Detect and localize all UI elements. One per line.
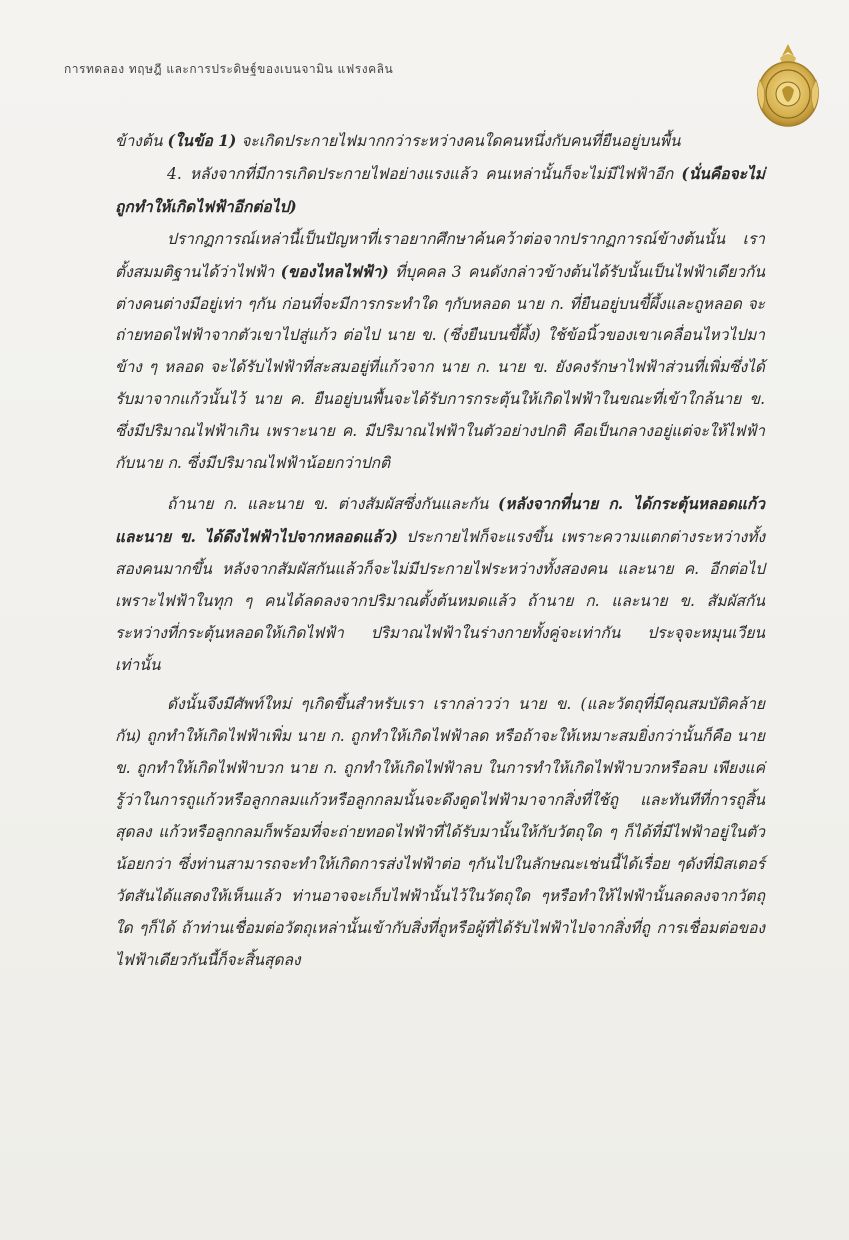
segment-text: ประกายไฟก็จะแรงขึ้น เพราะความแตกต่างระหว่างทั้งสองคนมากขึ้น หลังจากสัมผัสกันแล้วก็จะไม่มีประกายไฟระหว่างทั้งสองคน และนาย ค. อีกต่อไป เพราะไฟฟ้าในทุก ๆ คนได้ลดลงจากปริมาณตั้งต้นหมดแล้ว ถ้านาย ก. และนาย ข. สัมผัสกันระหว่างที่กระตุ้นหลอดให้เกิดไฟฟ้า ปริมาณไฟฟ้าในร่างกายทั้งคู่จะเท่ากัน ประจุจะหมุนเวียนเท่านั้น <box>115 527 766 674</box>
segment-text: 4. หลังจากที่มีการเกิดประกายไฟอย่างแรงแล้ว คนเหล่านั้นก็จะไม่มีไฟฟ้าอีก <box>167 164 682 183</box>
paragraph-4 <box>115 488 765 681</box>
segment-text: ถ้านาย ก. และนาย ข. ต่างสัมผัสซึ่งกันและกัน <box>167 494 498 513</box>
segment-text: ข้างต้น <box>115 132 168 150</box>
body-text <box>115 125 765 977</box>
running-header: การทดลอง ทฤษฎี และการประดิษฐ์ของเบนจามิน แฟรงคลิน <box>64 62 394 76</box>
segment-bold: (ในข้อ 1) <box>167 131 237 150</box>
royal-seal-icon <box>752 40 824 130</box>
segment-bold: (ของไหลไฟฟ้า) <box>280 261 389 281</box>
paragraph-5 <box>115 689 765 976</box>
segment-bold: (หลังจากที่นาย ก. ได้กระตุ้นหลอดแก้ว และนาย ข. ได้ดึงไฟฟ้าไปจากหลอดแล้ว) <box>115 493 765 546</box>
paragraph-1 <box>115 125 765 158</box>
segment-text: ดังนั้นจึงมีศัพท์ใหม่ ๆเกิดขึ้นสำหรับเรา เรากล่าวว่า นาย ข. (และวัตถุที่มีคุณสมบัติคล้ายกัน) ถูกทำให้เกิดไฟฟ้าเพิ่ม นาย ก. ถูกทำให้เกิดไฟฟ้าลด หรือถ้าจะให้เหมาะสมยิ่งกว่านั้นก็คือ นาย ข. ถูกทำให้เกิดไฟฟ้าบวก นาย ก. ถูกทำให้เกิดไฟฟ้าลบ ในการทำให้เกิดไฟฟ้าบวกหรือลบ เพียงแค่รู้ว่าในการถูแก้วหรือลูกกลมแก้วหรือลูกกลมนั้นจะดึงดูดไฟฟ้ามาจากสิ่งที่ใช้ถู และทันทีที่การถูสิ้นสุดลง แก้วหรือลูกกลมก็พร้อมที่จะถ่ายทอดไฟฟ้าที่ได้รับมานั้นให้กับวัตถุใด ๆ ก็ได้ที่มีไฟฟ้าอยู่ในตัวน้อยกว่า ซึ่งท่านสามารถจะทำให้เกิดการส่งไฟฟ้าต่อ ๆกันไปในลักษณะเช่นนี้ได้เรื่อย ๆดังที่มิสเตอร์วัตสันได้แสดงให้เห็นแล้ว ท่านอาจจะเก็บไฟฟ้านั้นไว้ในวัตถุใด ๆหรือทำให้ไฟฟ้านั้นลดลงจากวัตถุใด ๆก็ได้ ถ้าท่านเชื่อมต่อวัตถุเหล่านั้นเข้ากับสิ่งที่ถูหรือผู้ที่ได้รับไฟฟ้าไปจากสิ่งที่ถู การเชื่อมต่อของไฟฟ้าเดียวกันนี้ก็จะสิ้นสุดลง <box>115 695 765 969</box>
segment-text: ที่บุคคล 3 คนดังกล่าวข้างต้นได้รับนั้นเป็นไฟฟ้าเดียวกัน ต่างคนต่างมีอยู่เท่า ๆกัน ก่อนที่จะมีการกระทำใด ๆกับหลอด นาย ก. ที่ยืนอยู่บนขี้ผึ้งและถูหลอด จะถ่ายทอดไฟฟ้าจากตัวเขาไปสู่แก้ว ต่อไป นาย ข. (ซึ่งยืนบนขี้ผึ้ง) ใช้ข้อนิ้วของเขาเคลื่อนไหวไปมาข้าง ๆ หลอด จะได้รับไฟฟ้าที่สะสมอยู่ที่แก้วจาก นาย ก. นาย ข. ยังคงรักษาไฟฟ้าส่วนที่เพิ่มซึ่งได้รับมาจากแก้วนั้นไว้ นาย ค. ยืนอยู่บนพื้นจะได้รับการกระตุ้นให้เกิดไฟฟ้าในขณะที่เข้าใกล้นาย ข. ซึ่งมีปริมาณไฟฟ้าเกิน เพราะนาย ค. มีปริมาณไฟฟ้าในตัวอย่างปกติ คือเป็นกลางอยู่แต่จะให้ไฟฟ้ากับนาย ก. ซึ่งมีปริมาณไฟฟ้าน้อยกว่าปกติ <box>115 262 765 473</box>
paragraph-3 <box>115 224 765 480</box>
segment-text: ปรากฏการณ์เหล่านี้เป็นปัญหาที่เราอยากศึกษาค้นคว้าต่อจากปรากฏการณ์ข้างต้นนั้น เราตั้งสมมติฐานได้ว่าไฟฟ้า <box>115 229 765 281</box>
segment-text: จะเกิดประกายไฟมากกว่าระหว่างคนใดคนหนึ่งกับคนที่ยืนอยู่บนพื้น <box>236 132 681 150</box>
paragraph-2 <box>115 158 765 224</box>
segment-bold: (นั่นคือจะไม่ถูกทำให้เกิดไฟฟ้าอีกต่อไป) <box>115 163 765 216</box>
